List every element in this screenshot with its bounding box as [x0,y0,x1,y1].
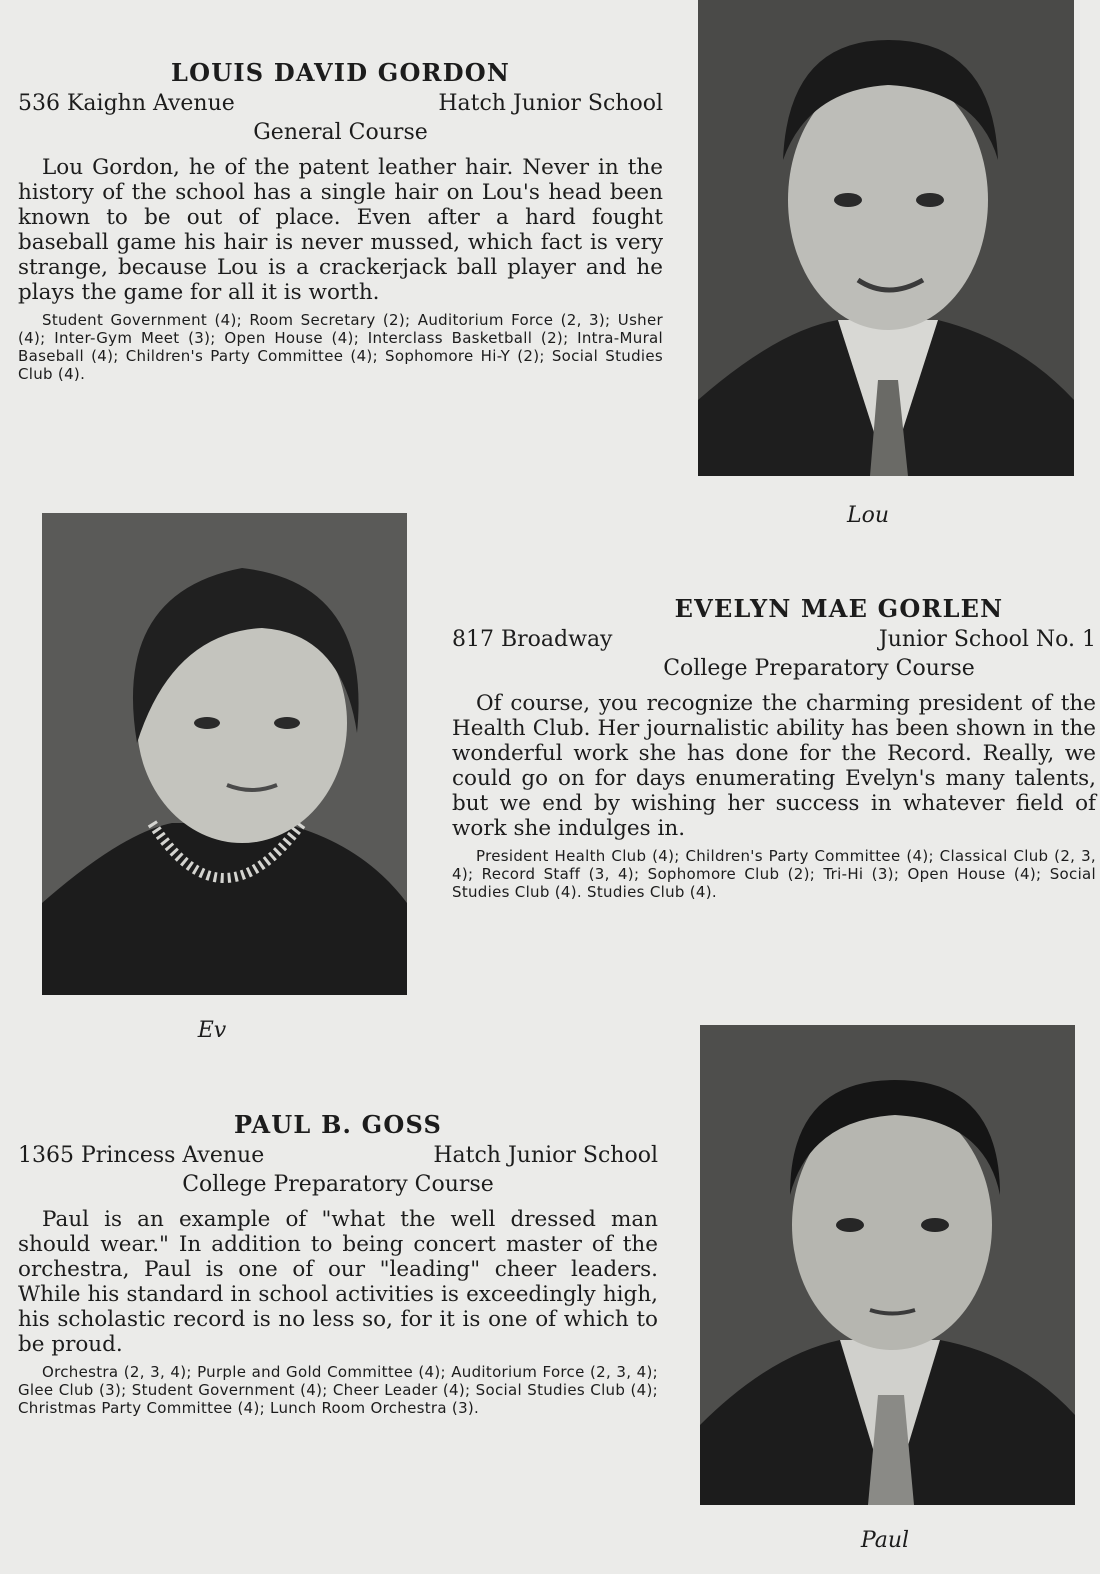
photo-caption-paul: Paul [860,1528,910,1553]
student-course: General Course [253,120,428,145]
student-activities: Student Government (4); Room Secretary (2); Auditorium Force (2, 3); Usher (4); Inter-Gym Meet (3); Open House (4); Interclass Basketball (2); Intra-Mural Baseball (4); Children's Party Committee (4); Sophomore Hi-Y (2); Social Studies Club (4). [18,311,663,383]
address-row [18,1143,658,1168]
student-address: 536 Kaighn Avenue [18,91,235,116]
junior-school: Hatch Junior School [433,1143,658,1168]
photo-caption-lou: Lou [846,503,890,528]
portrait-photo-lou [698,0,1074,476]
address-row [18,91,663,116]
student-name: EVELYN MAE GORLEN [674,594,1004,623]
address-row [452,627,1096,652]
student-course: College Preparatory Course [182,1172,494,1197]
student-course: College Preparatory Course [663,656,975,681]
student-name: LOUIS DAVID GORDON [171,58,510,87]
student-bio: Paul is an example of "what the well dressed man should wear." In addition to being concert master of the orchestra, Paul is one of our "leading" cheer leaders. While his standard in school activities is exceedingly high, his scholastic record is no less so, for it is one of which to be proud. [18,1207,658,1357]
portrait-photo-ev [42,513,407,995]
student-entry-gordon [18,58,663,398]
student-entry-goss [18,1110,658,1432]
student-entry-gorlen [452,594,1096,916]
student-address: 1365 Princess Avenue [18,1143,265,1168]
student-bio: Lou Gordon, he of the patent leather hair. Never in the history of the school has a single hair on Lou's head been known to be out of place. Even after a hard fought baseball game his hair is never mussed, which fact is very strange, because Lou is a crackerjack ball player and he plays the game for all it is worth. [18,155,663,305]
student-bio: Of course, you recognize the charming president of the Health Club. Her journalistic ability has been shown in the wonderful work she has done for the Record. Really, we could go on for days enumerating Evelyn's many talents, but we end by wishing her success in whatever field of work she indulges in. [452,691,1096,841]
photo-caption-ev: Ev [197,1018,227,1043]
junior-school: Junior School No. 1 [878,627,1096,652]
junior-school: Hatch Junior School [438,91,663,116]
student-name: PAUL B. GOSS [233,1110,443,1139]
student-activities: Orchestra (2, 3, 4); Purple and Gold Committee (4); Auditorium Force (2, 3, 4); Glee Club (3); Student Government (4); Cheer Leader (4); Social Studies Club (4); Christmas Party Committee (4); Lunch Room Orchestra (3). [18,1363,658,1417]
student-address: 817 Broadway [452,627,613,652]
student-activities: President Health Club (4); Children's Party Committee (4); Classical Club (2, 3, 4); Record Staff (3, 4); Sophomore Club (2); Tri-Hi (3); Open House (4); Social Studies Club (4). Studies Club (4). [452,847,1096,901]
portrait-photo-paul [700,1025,1075,1505]
